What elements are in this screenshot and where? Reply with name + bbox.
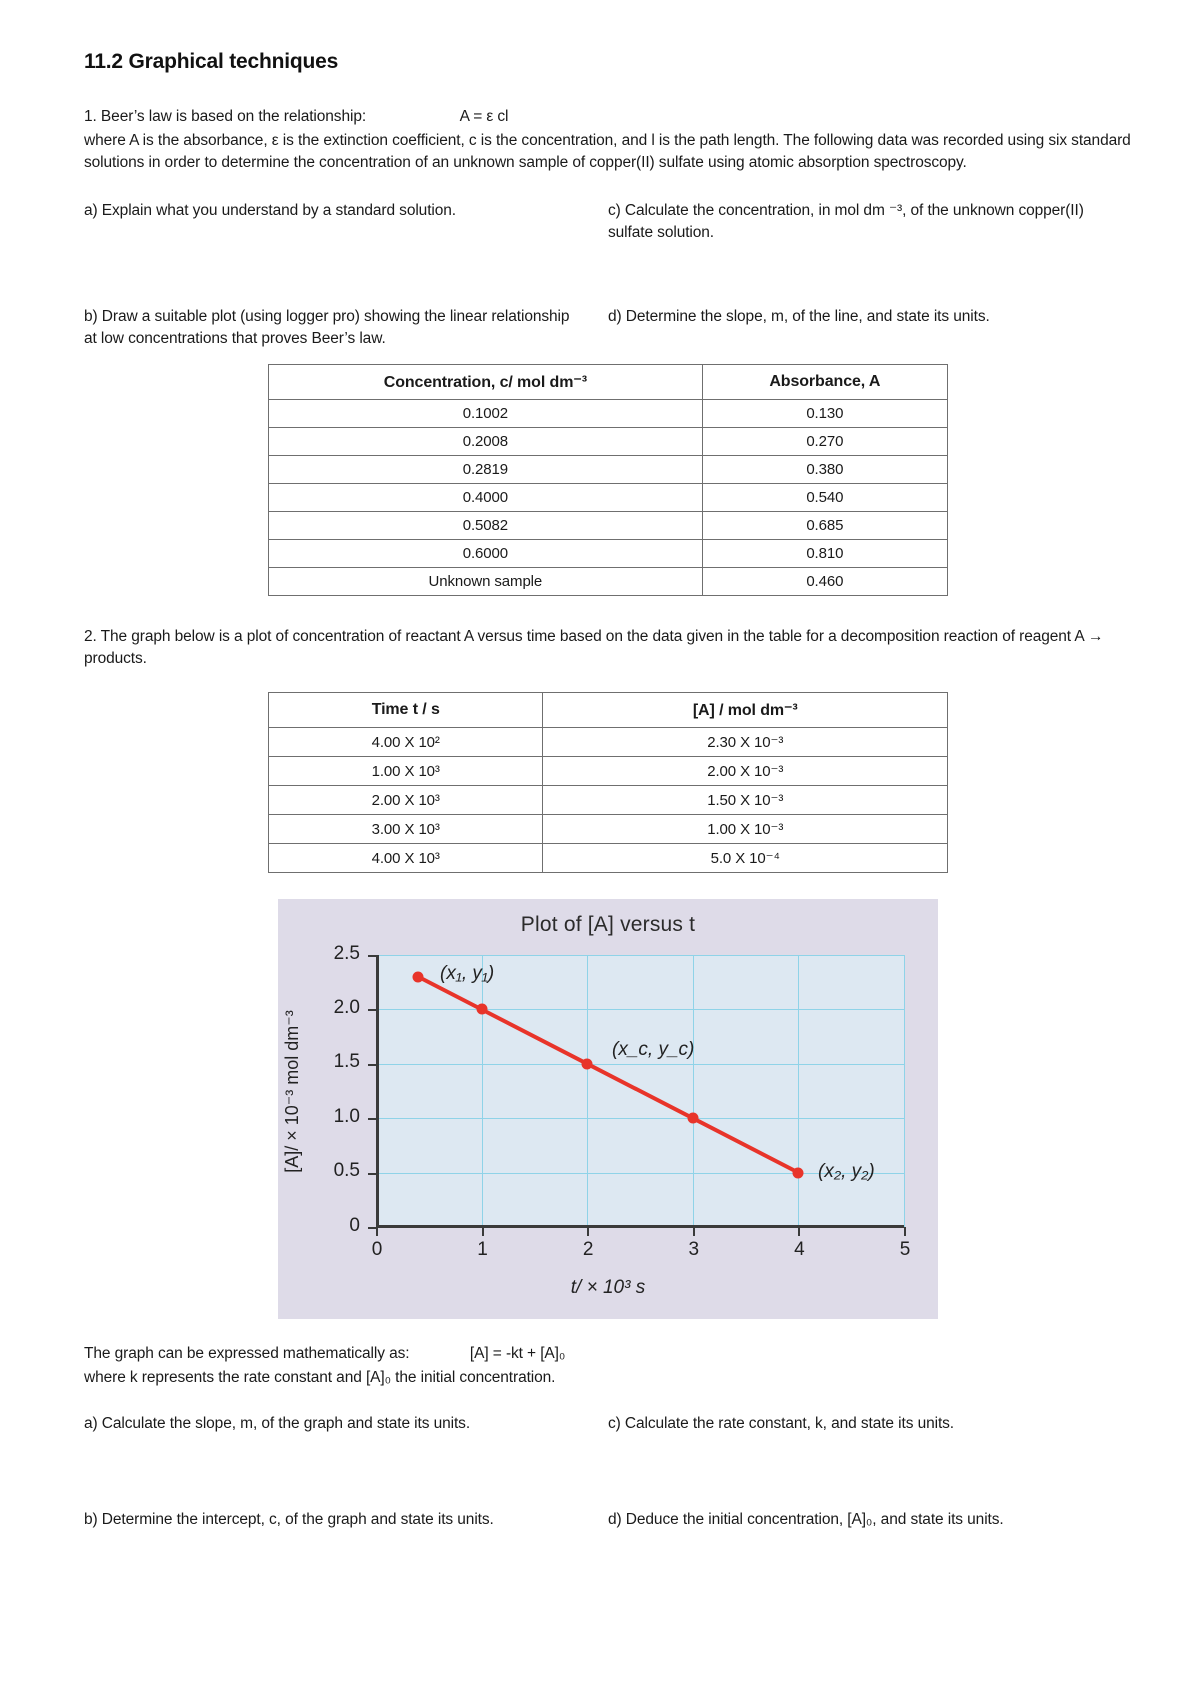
table-body: [269, 728, 948, 873]
rate-equation: [A] = -kt + [A]₀: [469, 1345, 566, 1362]
q2-parts-row-2: [84, 1509, 1132, 1531]
q2-table-wrapper: [84, 692, 1132, 873]
data-point: [476, 1004, 487, 1015]
q2-part-c: c) Calculate the rate constant, k, and state its units.: [608, 1415, 955, 1432]
gridline-vertical: [904, 955, 905, 1227]
table-row: [269, 786, 948, 815]
annotation-point-c: (x_c, y_c): [612, 1039, 695, 1060]
cell-concentration: 0.1002: [269, 400, 703, 428]
q1-intro-body: where A is the absorbance, ε is the extinction coefficient, c is the concentration, and l is the path length. The following data was recorded using six standard solutions in order to determine the concentration of an unknown sample of copper(II) sulfate using atomic absorption spectroscopy.: [84, 132, 1131, 171]
cell-absorbance: 0.130: [702, 400, 947, 428]
x-axis-title: t/ × 10³ s: [570, 1277, 646, 1298]
x-tick: [693, 1227, 695, 1236]
cell-time: 3.00 X 10³: [269, 815, 543, 844]
cell-absorbance: 0.270: [702, 428, 947, 456]
y-tick-label: 2.5: [333, 943, 360, 964]
beer-law-data-table: [268, 364, 948, 596]
q1-part-b: b) Draw a suitable plot (using logger pro) showing the linear relationship at low concentrations that proves Beer’s law.: [84, 308, 570, 347]
q2-part-b-col: [84, 1509, 608, 1531]
x-tick-label: 2: [582, 1239, 594, 1260]
q2-part-c-col: [608, 1413, 1132, 1435]
q2-intro: 2. The graph below is a plot of concentration of reactant A versus time based on the data given in the table for a decomposition reaction of reagent A → products.: [84, 628, 1104, 667]
data-series-layer: [376, 955, 904, 1227]
q1-part-c-col: [608, 200, 1132, 244]
cell-concentration: 0.2819: [269, 456, 703, 484]
q2-part-a: a) Calculate the slope, m, of the graph and state its units.: [84, 1415, 471, 1432]
y-tick-label: 0.5: [333, 1160, 360, 1181]
table-row: [269, 844, 948, 873]
x-tick-label: 4: [794, 1239, 805, 1260]
cell-unknown-sample: Unknown sample: [269, 568, 703, 596]
cell-absorbance: 0.685: [702, 512, 947, 540]
q1-intro-lead: 1. Beer’s law is based on the relationship:: [84, 108, 367, 125]
kinetics-data-table: [268, 692, 948, 873]
y-axis-title-wrap: [272, 955, 312, 1227]
q1-part-a-col: [84, 200, 608, 244]
q1-parts-row-2: [84, 306, 1132, 350]
q2-part-d-col: [608, 1509, 1132, 1531]
cell-absorbance: 0.380: [702, 456, 947, 484]
data-point: [582, 1058, 593, 1069]
q1-table-wrapper: [84, 364, 1132, 596]
x-tick: [587, 1227, 589, 1236]
q1-part-d: d) Determine the slope, m, of the line, and state its units.: [608, 308, 990, 325]
cell-absorbance: 0.810: [702, 540, 947, 568]
table-row: [269, 428, 948, 456]
data-point: [793, 1167, 804, 1178]
table-row: [269, 512, 948, 540]
cell-time: 2.00 X 10³: [269, 786, 543, 815]
page-content: [84, 50, 1132, 1531]
line-path: [418, 977, 798, 1173]
cell-concentration: 5.0 X 10⁻⁴: [543, 844, 948, 873]
cell-concentration: 0.5082: [269, 512, 703, 540]
col-header-time: Time t / s: [269, 693, 543, 728]
table-header-row: [269, 693, 948, 728]
table-row: [269, 484, 948, 512]
x-tick: [482, 1227, 484, 1236]
q1-part-d-col: [608, 306, 1132, 350]
q1-part-a: a) Explain what you understand by a standard solution.: [84, 202, 457, 219]
q1-parts-row-1: [84, 200, 1132, 244]
col-header-concentration-a: [A] / mol dm⁻³: [543, 693, 948, 728]
table-row: [269, 757, 948, 786]
cell-time: 1.00 X 10³: [269, 757, 543, 786]
x-tick-label: 5: [899, 1239, 911, 1260]
y-tick-label: 1.5: [333, 1051, 360, 1072]
q1-intro-line: [84, 106, 1132, 128]
concentration-vs-time-chart: [278, 899, 938, 1319]
table-row: [269, 815, 948, 844]
page-title: 11.2 Graphical techniques: [84, 50, 339, 73]
cell-concentration: 0.4000: [269, 484, 703, 512]
equation-note: where k represents the rate constant and [A]₀ the initial concentration.: [84, 1369, 556, 1386]
table-header-row: [269, 365, 948, 400]
cell-concentration: 2.00 X 10⁻³: [543, 757, 948, 786]
y-tick-label: 2.0: [333, 997, 360, 1018]
cell-concentration: 0.2008: [269, 428, 703, 456]
series-line: [376, 955, 904, 1227]
y-axis-title: [A]/ × 10⁻³ mol dm⁻³: [281, 1009, 302, 1173]
col-header-concentration: Concentration, c/ mol dm⁻³: [269, 365, 703, 400]
table-row: [269, 456, 948, 484]
cell-concentration: 1.00 X 10⁻³: [543, 815, 948, 844]
q2-part-a-col: [84, 1413, 608, 1435]
y-tick-label: 0: [349, 1215, 360, 1236]
q2-parts-row-1: [84, 1413, 1132, 1435]
equation-lead: The graph can be expressed mathematically as:: [84, 1345, 410, 1362]
table-head: [269, 693, 948, 728]
cell-time: 4.00 X 10²: [269, 728, 543, 757]
table-body: [269, 400, 948, 596]
cell-time: 4.00 X 10³: [269, 844, 543, 873]
chart-title: Plot of [A] versus t: [520, 913, 696, 936]
annotation-point-1: (x₁, y₁): [440, 963, 495, 984]
table-row: [269, 400, 948, 428]
x-tick: [376, 1227, 378, 1236]
cell-unknown-absorbance: 0.460: [702, 568, 947, 596]
table-head: [269, 365, 948, 400]
cell-concentration: 2.30 X 10⁻³: [543, 728, 948, 757]
col-header-absorbance: Absorbance, A: [702, 365, 947, 400]
cell-concentration: 1.50 X 10⁻³: [543, 786, 948, 815]
equation-line: [84, 1343, 1132, 1365]
data-point: [413, 971, 424, 982]
x-tick-label: 1: [477, 1239, 488, 1260]
table-row: [269, 540, 948, 568]
q2-equation-block: [84, 1343, 1132, 1389]
q1-part-b-col: [84, 306, 608, 350]
table-row: [269, 728, 948, 757]
cell-absorbance: 0.540: [702, 484, 947, 512]
x-tick: [798, 1227, 800, 1236]
data-point: [687, 1113, 698, 1124]
q2-part-d: d) Deduce the initial concentration, [A]₀, and state its units.: [608, 1511, 1004, 1528]
beer-law-equation: A = ε cl: [459, 108, 509, 125]
table-row-unknown: [269, 568, 948, 596]
annotation-point-2: (x₂, y₂): [818, 1161, 875, 1182]
q1-part-c: c) Calculate the concentration, in mol dm ⁻³, of the unknown copper(II) sulfate solution.: [608, 202, 1084, 241]
x-tick-label: 3: [688, 1239, 700, 1260]
x-tick: [904, 1227, 906, 1236]
y-tick-label: 1.0: [333, 1106, 360, 1127]
x-tick-label: 0: [371, 1239, 383, 1260]
q2-part-b: b) Determine the intercept, c, of the graph and state its units.: [84, 1511, 494, 1528]
cell-concentration: 0.6000: [269, 540, 703, 568]
